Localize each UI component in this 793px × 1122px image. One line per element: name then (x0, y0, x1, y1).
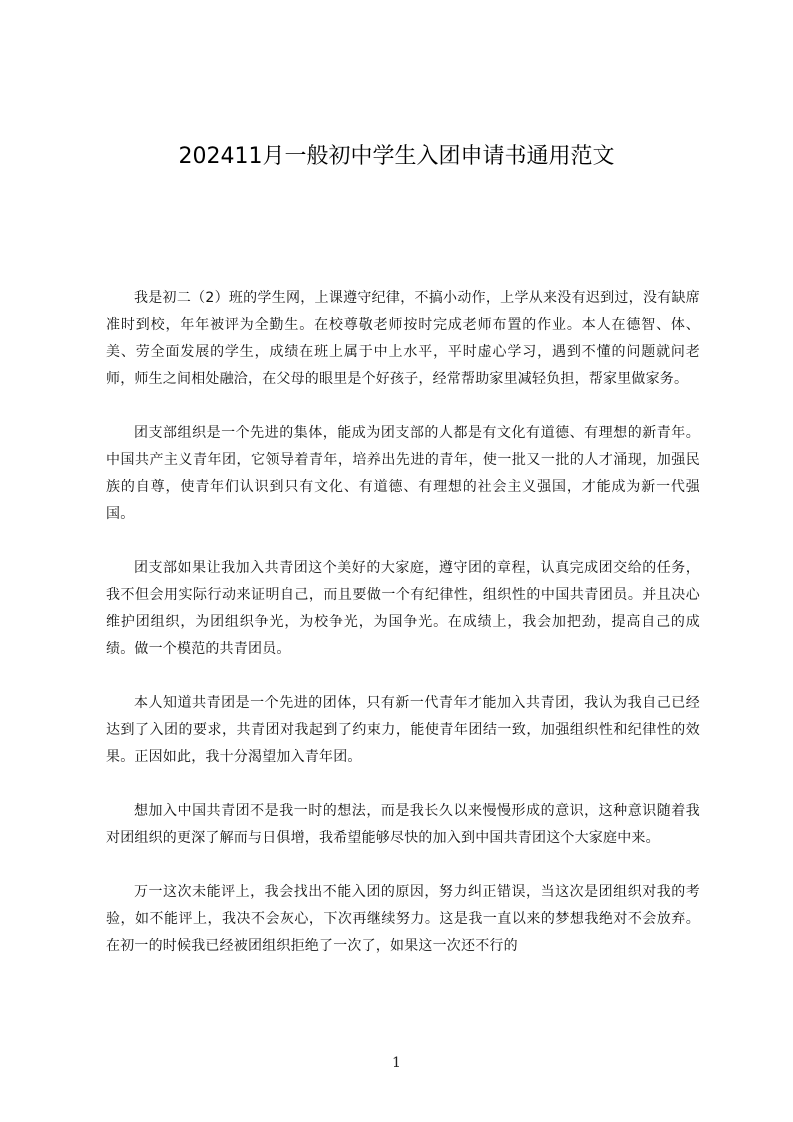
paragraph-1: 我是初二（2）班的学生网，上课遵守纪律，不搞小动作，上学从来没有迟到过，没有缺席准时到校，年年被评为全勤生。在校尊敬老师按时完成老师布置的作业。本人在德智、体、美、劳全面发展的学生，成绩在班上属于中上水平，平时虚心学习，遇到不懂的问题就问老师，师生之间相处融洽，在父母的眼里是个好孩子，经常帮助家里减轻负担，帮家里做家务。 (106, 290, 700, 387)
paragraph-4: 本人知道共青团是一个先进的团体，只有新一代青年才能加入共青团，我认为我自己已经达到了入团的要求，共青团对我起到了约束力，能使青年团结一致，加强组织性和纪律性的效果。正因如此，我十分渴望加入青年团。 (106, 695, 700, 765)
paragraph-5: 想加入中国共青团不是我一时的想法，而是我长久以来慢慢形成的意识，这种意识随着我对团组织的更深了解而与日俱增，我希望能够尽快的加入到中国共青团这个大家庭中来。 (106, 803, 700, 846)
page-number: 1 (392, 1055, 401, 1071)
paragraph-3: 团支部如果让我加入共青团这个美好的大家庭，遵守团的章程，认真完成团交给的任务，我不但会用实际行动来证明自己，而且要做一个有纪律性，组织性的中国共青团员。并且决心维护团组织，为团组织争光，为校争光，为国争光。在成绩上，我会加把劲，提高自己的成绩。做一个模范的共青团员。 (106, 560, 700, 657)
paragraph-6: 万一这次未能评上，我会找出不能入团的原因，努力纠正错误，当这次是团组织对我的考验，如不能评上，我决不会灰心，下次再继续努力。这是我一直以来的梦想我绝对不会放弃。在初一的时候我已经被团组织拒绝了一次了，如果这一次还不行的 (106, 884, 700, 954)
document-title: 202411月一般初中学生入团申请书通用范文 (178, 144, 615, 169)
paragraph-2: 团支部组织是一个先进的集体，能成为团支部的人都是有文化有道德、有理想的新青年。中国共产主义青年团，它领导着青年，培养出先进的青年，使一批又一批的人才涌现，加强民族的自尊，使青年们认识到只有文化、有道德、有理想的社会主义强国，才能成为新一代强国。 (106, 425, 700, 522)
document-body (106, 285, 700, 987)
